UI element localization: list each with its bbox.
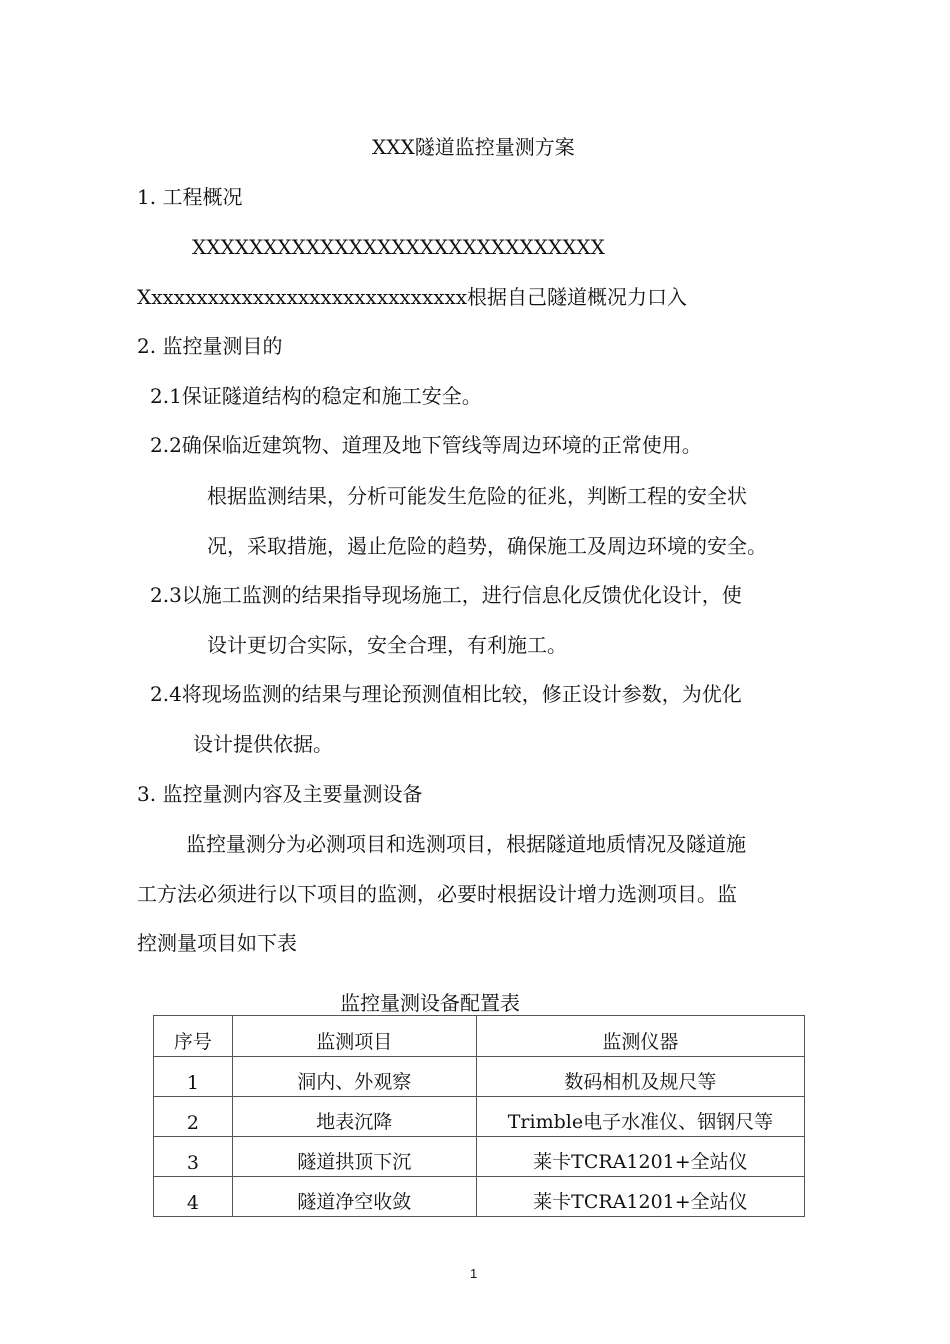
cell-index: 3	[154, 1137, 233, 1177]
section-2-heading: 2. 监控量测目的	[137, 334, 283, 358]
item-2-4-continuation: 设计提供依据。	[193, 732, 333, 756]
section-3-heading: 3. 监控量测内容及主要量测设备	[137, 782, 423, 806]
cell-instrument: 莱卡TCRA1201+全站仪	[476, 1137, 804, 1177]
section-1-placeholder-line: XXXXXXXXXXXXXXXXXXXXXXXXXXXXX	[192, 235, 605, 259]
cell-index: 4	[154, 1177, 233, 1217]
item-2-2: 2.2确保临近建筑物、道理及地下管线等周边环境的正常使用。	[150, 433, 702, 457]
cell-index: 2	[154, 1097, 233, 1137]
equipment-table	[153, 1015, 805, 1217]
table-caption: 监控量测设备配置表	[340, 991, 520, 1015]
section-3-paragraph-line-1: 监控量测分为必测项目和选测项目，根据隧道地质情况及隧道施	[186, 832, 746, 856]
column-header-item: 监测项目	[232, 1016, 476, 1057]
cell-instrument: 莱卡TCRA1201+全站仪	[476, 1177, 804, 1217]
cell-item: 地表沉降	[232, 1097, 476, 1137]
column-header-index: 序号	[154, 1016, 233, 1057]
item-2-4: 2.4将现场监测的结果与理论预测值相比较，修正设计参数，为优化	[150, 682, 742, 706]
table-row	[154, 1137, 805, 1177]
section-3-paragraph-line-3: 控测量项目如下表	[137, 931, 297, 955]
table-row	[154, 1177, 805, 1217]
section-1-placeholder-note: Xxxxxxxxxxxxxxxxxxxxxxxxxxxxx根据自己隧道概况力口入	[137, 285, 688, 309]
item-2-2-continuation-2: 况，采取措施，遏止危险的趋势，确保施工及周边环境的安全。	[207, 534, 767, 558]
page-number: 1	[470, 1266, 478, 1281]
section-3-paragraph-line-2: 工方法必须进行以下项目的监测，必要时根据设计增力选测项目。监	[137, 882, 737, 906]
item-2-3: 2.3以施工监测的结果指导现场施工，进行信息化反馈优化设计，使	[150, 583, 742, 607]
item-2-2-continuation-1: 根据监测结果，分析可能发生危险的征兆，判断工程的安全状	[207, 484, 747, 508]
table-header-row	[154, 1016, 805, 1057]
item-2-3-continuation: 设计更切合实际，安全合理，有利施工。	[207, 633, 567, 657]
table-row	[154, 1097, 805, 1137]
cell-instrument: 数码相机及规尺等	[476, 1057, 804, 1097]
cell-item: 隧道拱顶下沉	[232, 1137, 476, 1177]
cell-item: 隧道净空收敛	[232, 1177, 476, 1217]
column-header-instrument: 监测仪器	[476, 1016, 804, 1057]
cell-instrument: Trimble电子水准仪、铟钢尺等	[476, 1097, 804, 1137]
section-1-heading: 1. 工程概况	[137, 185, 243, 209]
item-2-1: 2.1保证隧道结构的稳定和施工安全。	[150, 384, 482, 408]
table-row	[154, 1057, 805, 1097]
document-title: XXX隧道监控量测方案	[372, 135, 575, 159]
cell-index: 1	[154, 1057, 233, 1097]
cell-item: 洞内、外观察	[232, 1057, 476, 1097]
